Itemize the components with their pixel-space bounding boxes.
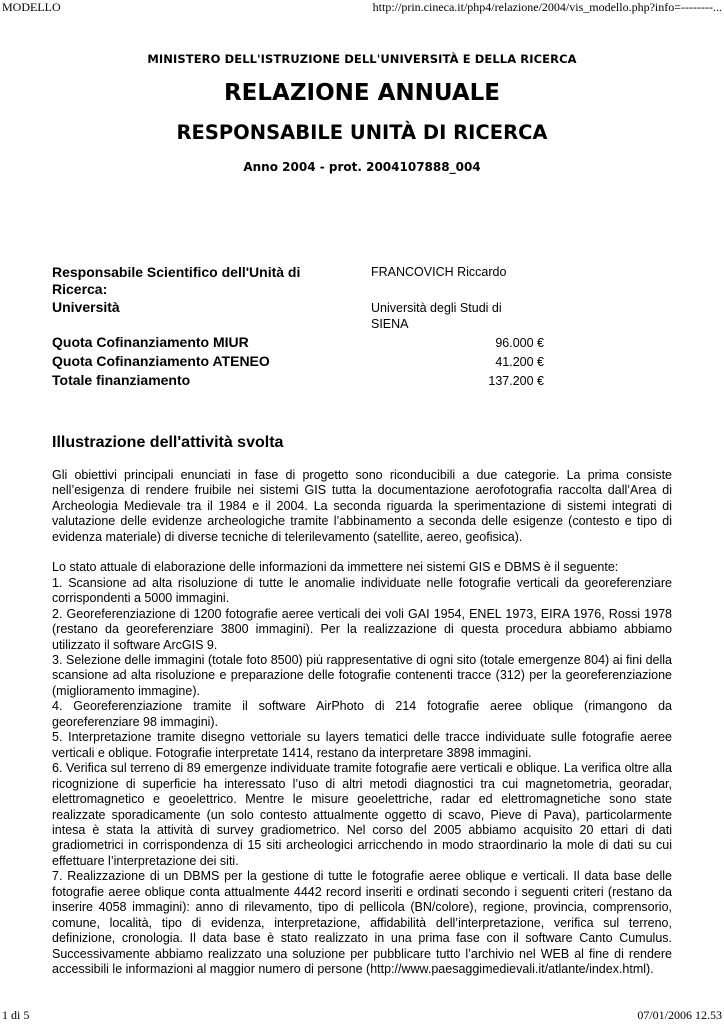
quota-miur-label: Quota Cofinanziamento MIUR	[52, 334, 249, 350]
list-item: 2. Georeferenziazione di 1200 fotografie aeree verticali dei voli GAI 1954, ENEL 1973, EIRA 1976, Rossi 1978 (restano da georeferenziare 3800 immagini). Per la realizzazione di questa procedura abbiamo abbiamo utilizzato il software ArcGIS 9.	[52, 606, 672, 652]
list-item: 3. Selezione delle immagini (totale foto 8500) più rappresentative di ogni sito (totale emergenze 804) ai fini della scansione ad alta risoluzione e preparazione delle fotografie contenenti tracce (312) per la georeferenziazione (miglioramento immagine).	[52, 652, 672, 698]
responsabile-label: Responsabile Scientifico dell'Unità di Ricerca:	[52, 264, 301, 297]
totale-value: 137.200 €	[488, 374, 544, 388]
list-item: 4. Georeferenziazione tramite il software AirPhoto di 214 fotografie aeree oblique (rimangono da georeferenziare 98 immagini).	[52, 699, 672, 729]
ministry-heading: MINISTERO DELL'ISTRUZIONE DELL'UNIVERSITÀ E DELLA RICERCA	[147, 52, 577, 66]
print-timestamp: 07/01/2006 12.53	[637, 1008, 722, 1022]
list-item: 7. Realizzazione di un DBMS per la gestione di tutte le fotografie aeree oblique e verticali. Il data base delle fotografie aeree oblique conta attualmente 4442 record inseriti e ordinati secondo i seguenti criteri (restano da inserire 4058 immagini): anno di rilevamento, tipo di pellicola (BN/colore), regione, provincia, comprensorio, comune, località, tipo di evidenza, interpretazione, affidabilità dell’interpretazione, verifica sul terreno, definizione, cronologia. Il data base è stato realizzato in una prima fase con il software Canto Cumulus. Successivamente abbiamo realizzato una soluzione per pubblicare tutto l’archivio nel WEB al fine di rendere accessibili le informazioni al maggior numero di persone (http://www.paesaggimedievali.it/atlante/index.html).	[52, 869, 672, 977]
status-paragraph: Lo stato attuale di elaborazione delle informazioni da immettere nei sistemi GIS e DBMS è il seguente:	[52, 560, 619, 575]
universita-value: Università degli Studi di SIENA	[371, 301, 502, 331]
protocol-year: Anno 2004 - prot. 2004107888_004	[243, 160, 481, 174]
intro-paragraph: Gli obiettivi principali enunciati in fase di progetto sono riconducibili a due categorie. La prima consiste nell’esigenza di rendere fruibile nei sistemi GIS tutta la documentazione aerofotografia raccolta dall’Area di Archeologia Medievale tra il 1984 e il 2004. La seconda riguarda la sperimentazione di sistemi integrati di valutazione delle evidenze archeologiche tramite l’abbinamento a seconda delle esigenze (contesto e tipo di evidenza materiale) di diverse tecniche di telerilevamento (satellite, aereo, geofisica).	[52, 468, 672, 544]
list-item: 5. Interpretazione tramite disegno vettoriale su layers tematici delle tracce individuate sulle fotografie aeree verticali e oblique. Fotografie interpretate 1414, restano da interpretare 3898 immagini.	[52, 730, 672, 760]
page-number: 1 di 5	[2, 1008, 30, 1022]
browser-page-url: http://prin.cineca.it/php4/relazione/2004/vis_modello.php?info=--------...	[372, 0, 722, 14]
activity-body	[52, 468, 672, 978]
quota-miur-value: 96.000 €	[495, 336, 544, 350]
totale-label: Totale finanziamento	[52, 372, 191, 388]
document-subtitle: RESPONSABILE UNITÀ DI RICERCA	[176, 121, 548, 144]
browser-page-title: MODELLO	[2, 0, 61, 14]
document-title: RELAZIONE ANNUALE	[223, 80, 501, 106]
quota-ateneo-label: Quota Cofinanziamento ATENEO	[52, 353, 270, 369]
universita-label: Università	[52, 299, 120, 315]
responsabile-value: FRANCOVICH Riccardo	[371, 265, 507, 279]
funding-info-table	[52, 264, 544, 392]
section-heading: Illustrazione dell'attività svolta	[52, 434, 284, 451]
quota-ateneo-value: 41.200 €	[495, 355, 544, 369]
list-item: 6. Verifica sul terreno di 89 emergenze individuate tramite fotografie aere verticali e oblique. La verifica oltre alla ricognizione di superficie ha interessato l’uso di altri metodi diagnostici tra cui magnetometria, georadar, elettromagnetico e geoelettrico. Mentre le misure geoelettriche, radar ed elettromagnetiche sono state realizzate sporadicamente (un solo contesto attualmente oggetto di scavo, Pieve di Pava), particolarmente intesa è stata la attività di survey gradiometrico. Nel corso del 2005 abbiamo acquisito 20 ettari di dati gradiometrici in corrispondenza di 15 siti archeologici arricchendo in modo straordinario la mole di dati su cui effettuare l’interpretazione dei siti.	[52, 761, 672, 868]
list-item: 1. Scansione ad alta risoluzione di tutte le anomalie individuate nelle fotografie verticali da georeferenziare corrispondenti a 5000 immagini.	[52, 575, 672, 606]
